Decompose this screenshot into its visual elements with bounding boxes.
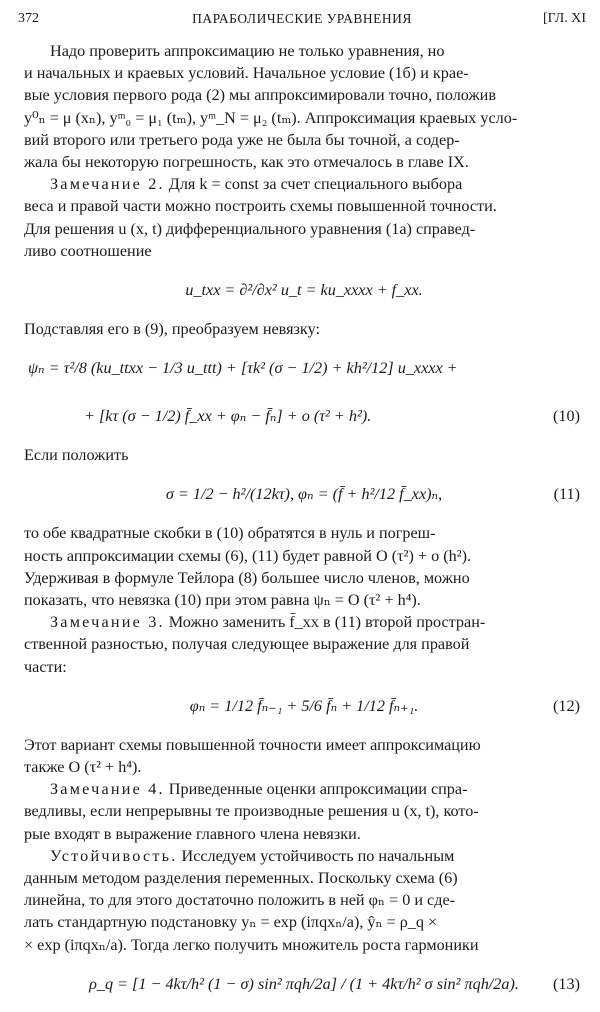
remark3-line2: ственной разностью, получая следующее выражение для правой bbox=[24, 635, 470, 654]
para5-line2: ность аппроксимации схемы (6), (11) будет равной O (τ²) + o (h²). bbox=[24, 546, 472, 565]
equation-10-line2-text: + [kτ (σ − 1/2) f̄_xx + φₙ − f̄ₙ] + o (τ² + h²). bbox=[84, 407, 372, 426]
remark4-line1 bbox=[24, 778, 584, 800]
equation-10-line1-text: ψₙ = τ²/8 (ku_ttxx − 1/3 u_ttt) + [τk² (σ − 1/2) + kh²/12] u_xxxx + bbox=[28, 359, 458, 378]
remark2-line1 bbox=[24, 173, 584, 195]
remark4-text: Приведенные оценки аппроксимации спра- bbox=[164, 780, 468, 799]
stability-label: Устойчивость. bbox=[50, 846, 178, 865]
remark3-line1 bbox=[24, 611, 584, 633]
para5-line1: то обе квадратные скобки в (10) обратятся в нуль и погреш- bbox=[24, 524, 436, 543]
remark4-line3: рые входят в выражение главного члена невязки. bbox=[24, 824, 361, 843]
equation-12-number: (12) bbox=[553, 696, 580, 715]
equation-11-text: σ = 1/2 − h²/(12kτ), φₙ = (f̄ + h²/12 f̄_xx)ₙ, bbox=[165, 485, 443, 504]
para3-line: Подставляя его в (9), преобразуем невязку: bbox=[24, 320, 320, 339]
remark4-label: Замечание 4. bbox=[50, 780, 165, 799]
equation-13 bbox=[24, 964, 584, 1004]
page-header bbox=[18, 8, 586, 32]
equation-utxx bbox=[24, 270, 584, 310]
stability-line5: × exp (iπqxₙ/a). Тогда легко получить множитель роста гармоники bbox=[24, 935, 479, 954]
equation-utxx-text: u_txx = ∂²/∂x² u_t = ku_xxxx + f_xx. bbox=[185, 281, 423, 300]
remark2-label: Замечание 2. bbox=[50, 175, 165, 194]
stability-line3: линейна, то для этого достаточно положить в ней φₙ = 0 и сде- bbox=[24, 891, 456, 910]
para1-line2: и начальных и краевых условий. Начальное условие (1б) и крае- bbox=[24, 64, 469, 83]
para7-line1: Этот вариант схемы повышенной точности имеет аппроксимацию bbox=[24, 735, 481, 754]
remark3-text: Можно заменить f̄_xx в (11) второй простран- bbox=[164, 613, 486, 632]
stability-text: Исследуем устойчивость по начальным bbox=[177, 846, 455, 865]
remark3-label: Замечание 3. bbox=[50, 613, 165, 632]
chapter-marker: [ГЛ. XI bbox=[543, 11, 586, 26]
equation-13-text: ρ_q = [1 − 4kτ/h² (1 − σ) sin² πqh/2a] / (1 + 4kτ/h² σ sin² πqh/2a). bbox=[89, 974, 519, 993]
para1-line4: y⁰ₙ = μ (xₙ), yᵐ₀ = μ₁ (tₘ), yᵐ_N = μ₂ (tₘ). Аппроксимация краевых усло- bbox=[24, 108, 518, 127]
remark2-line4: ливо соотношение bbox=[24, 241, 152, 260]
equation-12-text: φₙ = 1/12 f̄ₙ₋₁ + 5/6 f̄ₙ + 1/12 f̄ₙ₊₁. bbox=[189, 696, 419, 715]
equation-11 bbox=[24, 474, 584, 514]
stability-line4: лать стандартную подстановку yₙ = exp (iπqxₙ/a), ŷₙ = ρ_q × bbox=[24, 913, 438, 932]
para1-line6: жала бы некоторую погрешность, как это отмечалось в главе IX. bbox=[24, 153, 469, 172]
para1-line3: вые условия первого рода (2) мы аппроксимировали точно, положив bbox=[24, 86, 496, 105]
remark2-line2: веса и правой части можно построить схемы повышенной точности. bbox=[24, 197, 497, 216]
equation-12 bbox=[24, 686, 584, 726]
equation-10-line2 bbox=[24, 396, 584, 436]
remark3-line3: части: bbox=[24, 657, 67, 676]
equation-10-number: (10) bbox=[553, 407, 580, 426]
remark2-line3: Для решения u (x, t) дифференциального уравнения (1а) справед- bbox=[24, 219, 476, 238]
equation-13-number: (13) bbox=[553, 974, 580, 993]
para4-line: Если положить bbox=[24, 446, 129, 465]
page-body bbox=[24, 40, 584, 1012]
para1-line1: Надо проверить аппроксимацию не только уравнения, но bbox=[50, 42, 445, 60]
para5-line3: Удерживая в формуле Тейлора (8) большее число членов, можно bbox=[24, 568, 470, 587]
stability-line1 bbox=[24, 845, 584, 867]
remark4-line2: ведливы, если непрерывны те производные решения u (x, t), кото- bbox=[24, 802, 479, 821]
running-title: ПАРАБОЛИЧЕСКИЕ УРАВНЕНИЯ bbox=[192, 11, 412, 26]
para1-line5: вий второго или третьего рода уже не была бы точной, а содер- bbox=[24, 130, 460, 149]
equation-11-number: (11) bbox=[553, 485, 580, 504]
para7-line2: также O (τ² + h⁴). bbox=[24, 758, 142, 777]
para5-line4: показать, что невязка (10) при этом равна ψₙ = O (τ² + h⁴). bbox=[24, 591, 421, 610]
page-number: 372 bbox=[18, 11, 39, 26]
equation-10-line1 bbox=[24, 348, 584, 388]
stability-line2: данным методом разделения переменных. Поскольку схема (6) bbox=[24, 869, 458, 888]
remark2-text: Для k = const за счет специального выбора bbox=[164, 175, 463, 194]
